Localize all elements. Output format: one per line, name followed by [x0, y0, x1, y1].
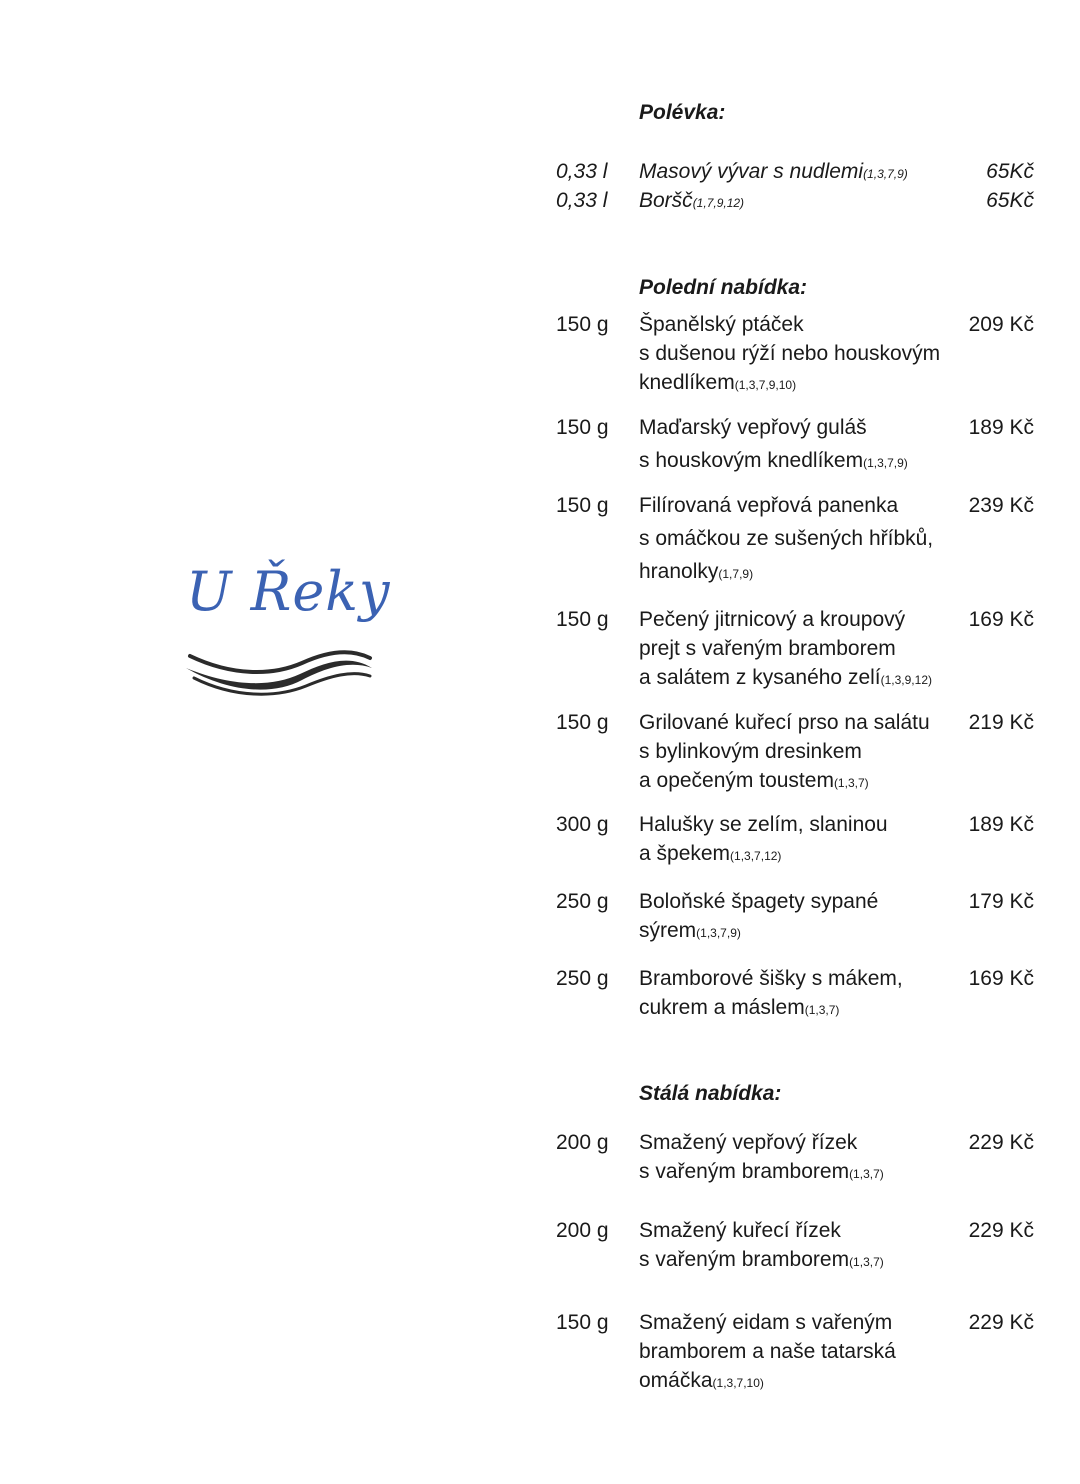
item-quantity: 300 g: [556, 813, 609, 836]
item-name-text: a salátem z kysaného zelí: [639, 666, 881, 689]
item-name-line: [639, 1245, 959, 1277]
item-name-line: [639, 1366, 959, 1398]
item-price: 229 Kč: [968, 1219, 1034, 1242]
item-name: [639, 887, 959, 948]
wave-logo-icon: [180, 646, 380, 706]
item-name-text: a špekem: [639, 842, 731, 865]
item-name-text: Boloňské špagety sypané: [639, 890, 879, 913]
item-name-line: [639, 446, 959, 478]
item-name-text: Boršč: [639, 189, 693, 212]
item-allergens: (1,3,7): [833, 776, 869, 790]
item-price: 179 Kč: [968, 890, 1034, 913]
item-name-line: [639, 310, 959, 339]
item-price: 65Kč: [986, 189, 1034, 212]
item-name: [639, 810, 959, 871]
item-name-text: bramborem a naše tatarská: [639, 1340, 896, 1363]
item-name: [639, 1308, 959, 1398]
item-name-text: s houskovým knedlíkem: [639, 449, 864, 472]
item-name-text: omáčka: [639, 1369, 713, 1392]
item-allergens: (1,3,7): [849, 1255, 884, 1269]
item-name-line: [639, 1337, 959, 1366]
item-name-text: prejt s vařeným bramborem: [639, 637, 896, 660]
item-name-text: Smažený vepřový řízek: [639, 1131, 858, 1154]
item-allergens: (1,7,9): [718, 567, 754, 581]
item-name-line: [639, 634, 959, 663]
item-price: 229 Kč: [968, 1311, 1034, 1334]
item-name-line: [639, 993, 959, 1025]
item-quantity: 0,33 l: [556, 160, 608, 183]
item-price: 169 Kč: [968, 608, 1034, 631]
item-allergens: (1,3,7): [804, 1003, 840, 1017]
item-name-line: [639, 186, 959, 218]
item-name: [639, 708, 959, 798]
item-price: 229 Kč: [968, 1131, 1034, 1154]
item-name-line: [639, 964, 959, 993]
item-price: 239 Kč: [968, 494, 1034, 517]
item-name-line: [639, 605, 959, 634]
item-name-text: Pečený jitrnicový a kroupový: [639, 608, 906, 631]
item-name-line: [639, 887, 959, 916]
item-name-text: s vařeným bramborem: [639, 1248, 850, 1271]
item-name-line: [639, 1157, 959, 1189]
item-allergens: (1,3,7,10): [712, 1376, 764, 1390]
item-name-text: Smažený eidam s vařeným: [639, 1311, 893, 1334]
item-price: 219 Kč: [968, 711, 1034, 734]
item-name-line: [639, 524, 959, 553]
item-name-line: [639, 663, 959, 695]
item-name-text: Masový vývar s nudlemi: [639, 160, 864, 183]
item-name: [639, 186, 959, 218]
item-name: [639, 964, 959, 1025]
item-allergens: (1,7,9,12): [692, 196, 745, 210]
item-quantity: 150 g: [556, 416, 609, 439]
item-quantity: 150 g: [556, 711, 609, 734]
item-price: 189 Kč: [968, 813, 1034, 836]
item-name-line: [639, 1216, 959, 1245]
item-name-text: s vařeným bramborem: [639, 1160, 850, 1183]
item-name-text: Smažený kuřecí řízek: [639, 1219, 841, 1242]
item-allergens: (1,3,7,9): [696, 926, 741, 940]
item-name-text: cukrem a máslem: [639, 996, 805, 1019]
item-name: [639, 1216, 959, 1277]
item-name-text: s omáčkou ze sušených hříbků,: [639, 527, 934, 550]
section-heading: Polední nabídka:: [639, 276, 808, 299]
item-name-text: s dušenou rýží nebo houskovým: [639, 342, 941, 365]
item-name-line: [639, 810, 959, 839]
item-name-line: [639, 157, 959, 189]
item-name-text: Grilované kuřecí prso na salátu: [639, 711, 930, 734]
item-name-line: [639, 839, 959, 871]
item-name-line: [639, 491, 959, 520]
item-allergens: (1,3,7,12): [730, 849, 782, 863]
item-name-text: Španělský ptáček: [639, 313, 804, 336]
item-name: [639, 491, 959, 589]
item-price: 189 Kč: [968, 416, 1034, 439]
item-quantity: 250 g: [556, 967, 609, 990]
item-quantity: 150 g: [556, 313, 609, 336]
item-name-line: [639, 766, 959, 798]
item-name-line: [639, 1128, 959, 1157]
item-name: [639, 1128, 959, 1189]
item-allergens: (1,3,7,9): [863, 456, 908, 470]
item-quantity: 200 g: [556, 1219, 609, 1242]
item-allergens: (1,3,9,12): [880, 673, 932, 687]
item-name-text: knedlíkem: [639, 371, 735, 394]
item-quantity: 150 g: [556, 1311, 609, 1334]
item-quantity: 200 g: [556, 1131, 609, 1154]
item-name-line: [639, 557, 959, 589]
item-name-text: a opečeným toustem: [639, 769, 834, 792]
item-allergens: (1,3,7,9): [863, 167, 908, 181]
item-name-text: Maďarský vepřový guláš: [639, 416, 867, 439]
item-name-line: [639, 708, 959, 737]
item-name-line: [639, 737, 959, 766]
item-name: [639, 157, 959, 189]
item-name-text: s bylinkovým dresinkem: [639, 740, 862, 763]
item-name-line: [639, 1308, 959, 1337]
item-allergens: (1,3,7): [849, 1167, 884, 1181]
item-quantity: 0,33 l: [556, 189, 608, 212]
section-heading: Stálá nabídka:: [639, 1082, 782, 1105]
item-name: [639, 310, 959, 400]
item-name-text: Filírovaná vepřová panenka: [639, 494, 899, 517]
item-quantity: 150 g: [556, 608, 609, 631]
restaurant-logo: [180, 560, 390, 710]
item-price: 209 Kč: [968, 313, 1034, 336]
item-name-line: [639, 916, 959, 948]
item-quantity: 150 g: [556, 494, 609, 517]
logo-text: U Řeky: [186, 560, 391, 623]
item-quantity: 250 g: [556, 890, 609, 913]
item-name-line: [639, 368, 959, 400]
item-price: 65Kč: [986, 160, 1034, 183]
section-heading: Polévka:: [639, 101, 726, 124]
item-name: [639, 605, 959, 695]
item-name: [639, 413, 959, 482]
item-name-text: sýrem: [639, 919, 697, 942]
item-price: 169 Kč: [968, 967, 1034, 990]
item-name-text: hranolky: [639, 560, 719, 583]
item-allergens: (1,3,7,9,10): [734, 378, 797, 392]
item-name-line: [639, 339, 959, 368]
item-name-text: Bramborové šišky s mákem,: [639, 967, 903, 990]
item-name-line: [639, 413, 959, 442]
item-name-text: Halušky se zelím, slaninou: [639, 813, 888, 836]
